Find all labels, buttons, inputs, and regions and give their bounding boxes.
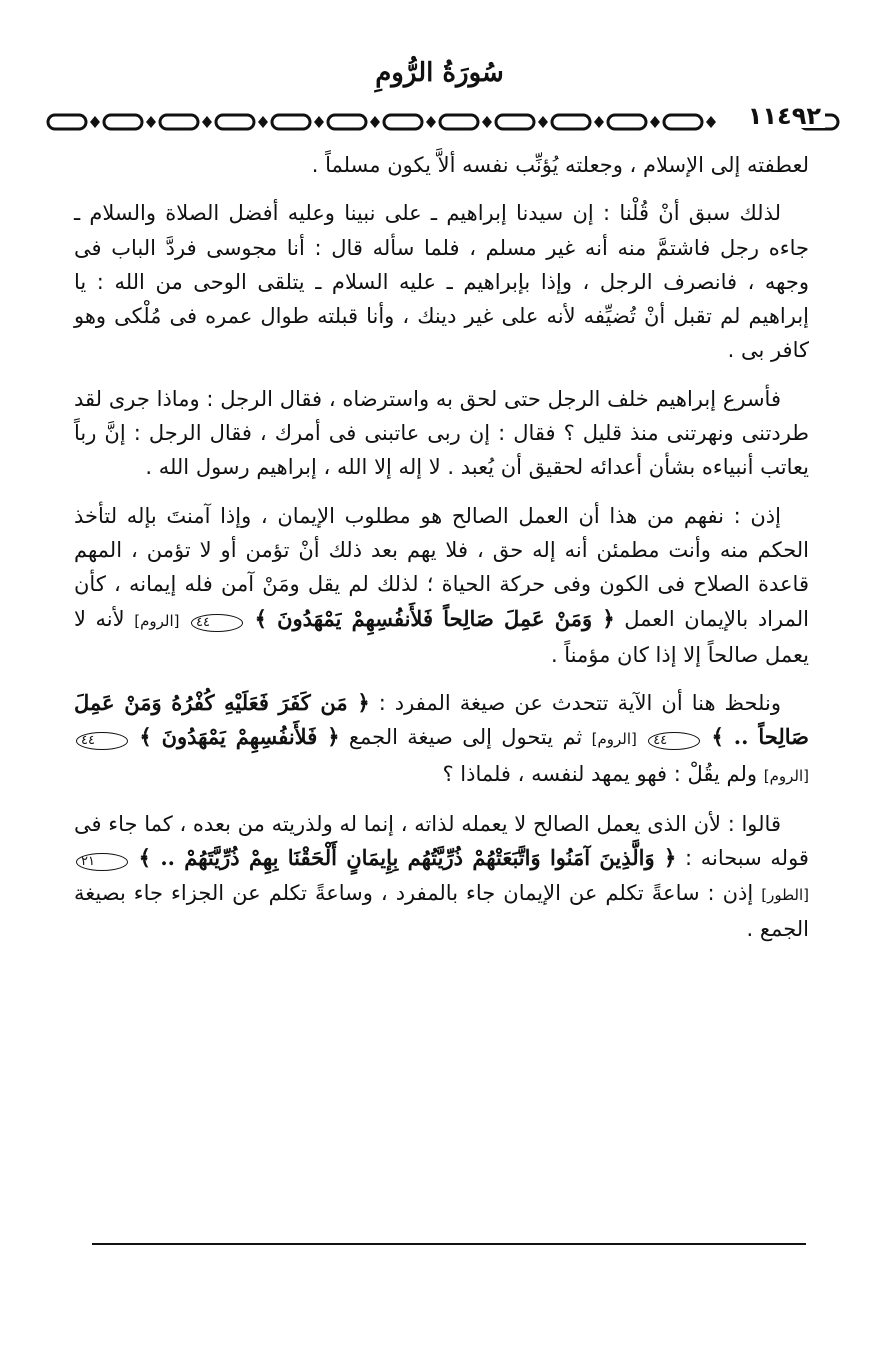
body-text bbox=[74, 148, 809, 960]
page-number: ١١٤٩٢ bbox=[744, 104, 825, 128]
paragraph bbox=[74, 807, 809, 946]
surah-reference: [الروم] bbox=[763, 766, 809, 785]
surah-reference: [الروم] bbox=[134, 611, 180, 630]
paragraph: لعطفته إلى الإسلام ، وجعلته يُؤنِّب نفسه ألاَّ يكون مسلماً . bbox=[311, 153, 809, 177]
surah-reference: [الروم] bbox=[591, 730, 637, 749]
ayah-number: ٤٤ bbox=[191, 614, 243, 632]
quran-verse: ﴿ فَلأَنفُسِهِمْ يَمْهَدُونَ ﴾ bbox=[139, 724, 340, 750]
paragraph-text: ولم يقُلْ : فهو يمهد لنفسه ، فلماذا ؟ bbox=[442, 761, 758, 786]
paragraph: لذلك سبق أنْ قُلْنا : إن سيدنا إبراهيم ـ على نبينا وعليه أفضل الصلاة والسلام ـ جاءه رجل فاشتمَّ منه أنه غير مسلم ، فلما سأله قال : أنا مجوسى فردَّ الباب فى وجهه ، فانصرف الرجل ، وإذا بإبراهيم ـ عليه السلام ـ يتلقى الوحى من الله : يا إبراهيم لم تقبل أنْ تُضيِّفه لأنه على غير دينك ، وأنا قبلته طوال عمره فى مُلْكى وهو كافر بى . bbox=[74, 201, 809, 363]
surah-reference: [الطور] bbox=[761, 885, 809, 904]
quran-verse: ﴿ وَمَنْ عَمِلَ صَالِحاً فَلأَنفُسِهِمْ يَمْهَدُونَ ﴾ bbox=[254, 605, 615, 631]
quran-verse: ﴿ وَالَّذِينَ آمَنُوا وَاتَّبَعَتْهُمْ ذُرِّيَّتُهُم بِإِيمَانٍ أَلْحَقْنَا بِهِمْ ذُرِّيَّتَهُمْ .. ﴾ bbox=[138, 845, 677, 871]
ayah-number: ٤٤ bbox=[648, 732, 700, 750]
quran-verse: ﴿ مَن كَفَرَ فَعَلَيْهِ كُفْرُهُ وَمَنْ عَمِلَ صَالِحاً .. ﴾ bbox=[74, 690, 809, 750]
paragraph-text: إذن : نفهم من هذا أن العمل الصالح هو مطلوب الإيمان ، وإذا آمنتَ بإله لتأخذ الحكم منه وأنت مطمئن أنه إله حق ، فلا يهم بعد ذلك أنْ تؤمن أو لا تؤمن ، المهم قاعدة الصلاح فى الكون وفى حركة الحياة ؛ لذلك لم يقل ومَنْ آمن فله إيمانه ، كأن المراد بالإيمان العمل bbox=[74, 503, 809, 631]
paragraph-text: لأنه لا يعمل صالحاً إلا إذا كان مؤمناً . bbox=[74, 606, 809, 667]
surah-title: سُورَةُ الرُّومِ bbox=[375, 58, 504, 88]
bottom-divider bbox=[92, 1243, 806, 1245]
paragraph-text: إذن : ساعةً تكلم عن الإيمان جاء بالمفرد ، وساعةً تكلم عن الجزاء جاء بصيغة الجمع . bbox=[74, 880, 809, 941]
paragraph-text: قالوا : لأن الذى يعمل الصالح لا يعمله لذاته ، إنما له ولذريته من بعده ، كما جاء فى قوله سبحانه : bbox=[74, 812, 809, 871]
ayah-number: ٤٤ bbox=[76, 732, 128, 750]
ayah-number: ٢١ bbox=[76, 853, 128, 871]
paragraph: فأسرع إبراهيم خلف الرجل حتى لحق به واسترضاه ، فقال الرجل : وماذا جرى لقد طردتنى ونهرتنى منذ قليل ؟ فقال : إن ربى عاتبنى فى أمرك ، فقال الرجل : إنَّ رباً يعاتب أنبياءه بشأن أعدائه لحقيق أن يُعبد . لا إله إلا الله ، إبراهيم رسول الله . bbox=[74, 386, 809, 480]
paragraph bbox=[74, 686, 809, 793]
paragraph bbox=[74, 499, 809, 672]
paragraph-text: ثم يتحول إلى صيغة الجمع bbox=[348, 725, 583, 750]
paragraph-text: ونلحظ هنا أن الآية تتحدث عن صيغة المفرد : bbox=[378, 691, 781, 716]
ornamental-border bbox=[44, 111, 844, 133]
